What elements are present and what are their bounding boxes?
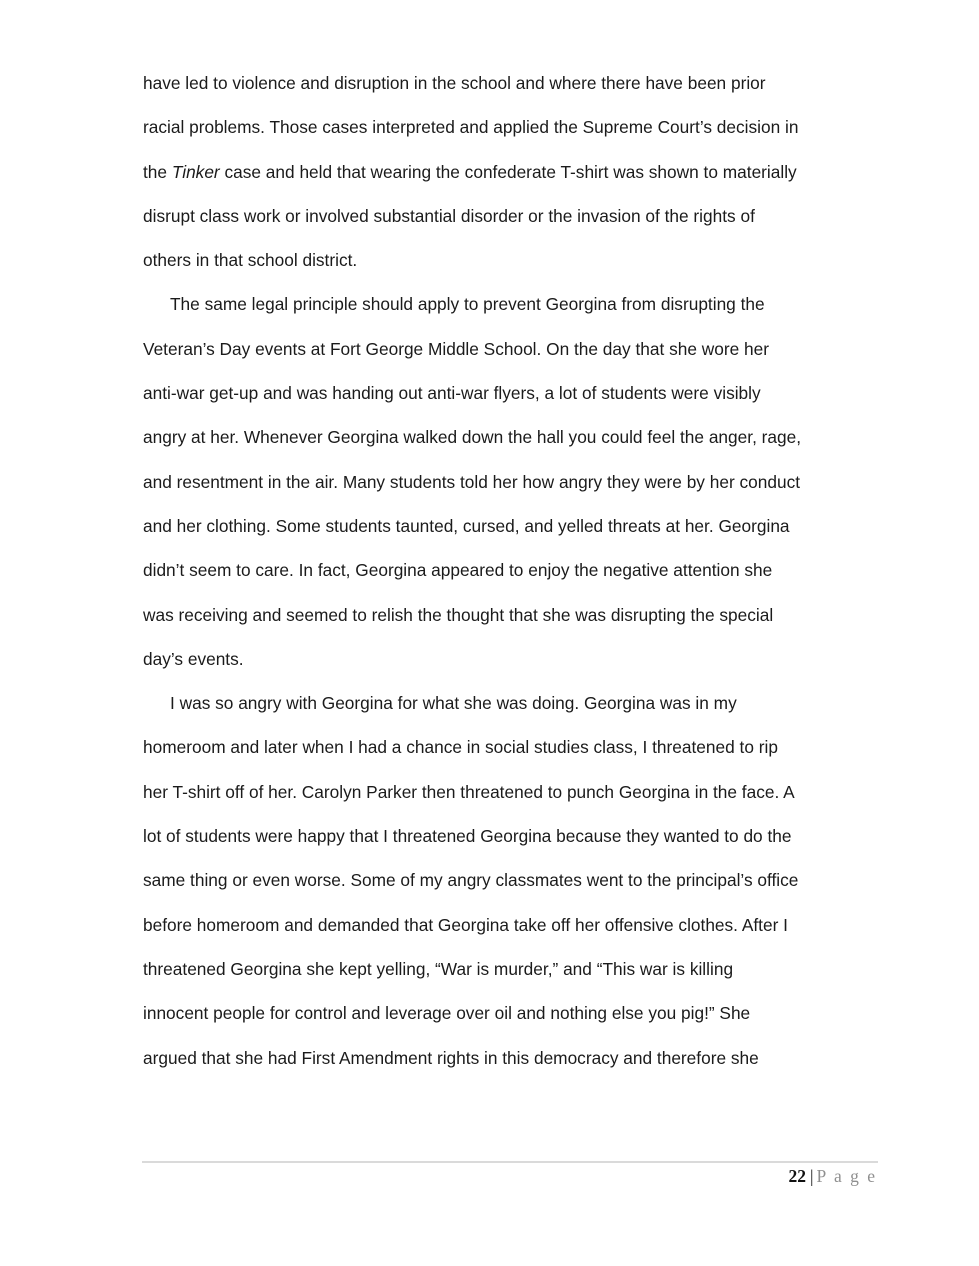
text-segment: case and held that wearing the confederate T-shirt was shown to materially (219, 161, 797, 182)
page-number: 22 (788, 1166, 806, 1186)
paragraph (143, 681, 888, 1080)
page-number-footer (788, 1166, 877, 1187)
text-segment: her T-shirt off of her. Carolyn Parker then threatened to punch Georgina in the face. A (143, 781, 795, 802)
paragraph (143, 61, 888, 282)
text-line (143, 282, 888, 326)
text-line (143, 770, 888, 814)
text-line (143, 105, 888, 149)
text-line (143, 858, 888, 902)
text-line (143, 415, 888, 459)
text-segment: threatened Georgina she kept yelling, “War is murder,” and “This war is killing (143, 958, 734, 979)
text-segment: the (143, 161, 172, 182)
text-line (143, 814, 888, 858)
text-line (143, 991, 888, 1035)
text-segment: angry at her. Whenever Georgina walked down the hall you could feel the anger, rage, (143, 427, 802, 448)
text-segment: and resentment in the air. Many students told her how angry they were by her conduct (143, 471, 801, 492)
text-line (143, 150, 888, 194)
text-line (143, 593, 888, 637)
text-segment: was receiving and seemed to relish the thought that she was disrupting the special (143, 604, 774, 625)
text-segment: racial problems. Those cases interpreted and applied the Supreme Court’s decision in (143, 117, 799, 138)
italic-case-name: Tinker (171, 161, 220, 182)
text-line (143, 637, 888, 681)
document-body (143, 61, 888, 1080)
text-segment: homeroom and later when I had a chance in social studies class, I threatened to rip (143, 737, 778, 758)
paragraph (143, 282, 888, 681)
text-segment: lot of students were happy that I threatened Georgina because they wanted to do the (143, 826, 792, 847)
footer-separator: | (809, 1166, 814, 1186)
text-line (143, 504, 888, 548)
text-line (143, 327, 888, 371)
text-line (143, 947, 888, 991)
text-line (143, 1036, 888, 1080)
footer-page-label: P a g e (816, 1166, 877, 1186)
text-line (143, 903, 888, 947)
text-line (143, 725, 888, 769)
text-line (143, 61, 888, 105)
text-line (143, 194, 888, 238)
footer-divider (142, 1161, 878, 1163)
text-segment: same thing or even worse. Some of my angry classmates went to the principal’s office (143, 870, 799, 891)
text-segment: The same legal principle should apply to prevent Georgina from disrupting the (170, 294, 765, 315)
text-segment: I was so angry with Georgina for what she was doing. Georgina was in my (170, 693, 737, 714)
text-line (143, 238, 888, 282)
text-segment: day’s events. (143, 648, 244, 669)
text-line (143, 548, 888, 592)
text-segment: innocent people for control and leverage over oil and nothing else you pig!” She (143, 1003, 751, 1024)
text-segment: before homeroom and demanded that Georgina take off her offensive clothes. After I (143, 914, 788, 935)
text-segment: others in that school district. (143, 250, 358, 271)
text-segment: didn’t seem to care. In fact, Georgina appeared to enjoy the negative attention she (143, 560, 773, 581)
text-segment: and her clothing. Some students taunted, cursed, and yelled threats at her. Georgina (143, 515, 790, 536)
text-segment: have led to violence and disruption in the school and where there have been prior (143, 73, 766, 93)
text-segment: anti-war get-up and was handing out anti-war flyers, a lot of students were visibly (143, 383, 761, 404)
text-segment: argued that she had First Amendment rights in this democracy and therefore she (143, 1047, 759, 1068)
text-segment: disrupt class work or involved substantial disorder or the invasion of the rights of (143, 205, 755, 226)
text-segment: Veteran’s Day events at Fort George Middle School. On the day that she wore her (143, 338, 769, 359)
text-line (143, 371, 888, 415)
text-line (143, 681, 888, 725)
text-line (143, 460, 888, 504)
